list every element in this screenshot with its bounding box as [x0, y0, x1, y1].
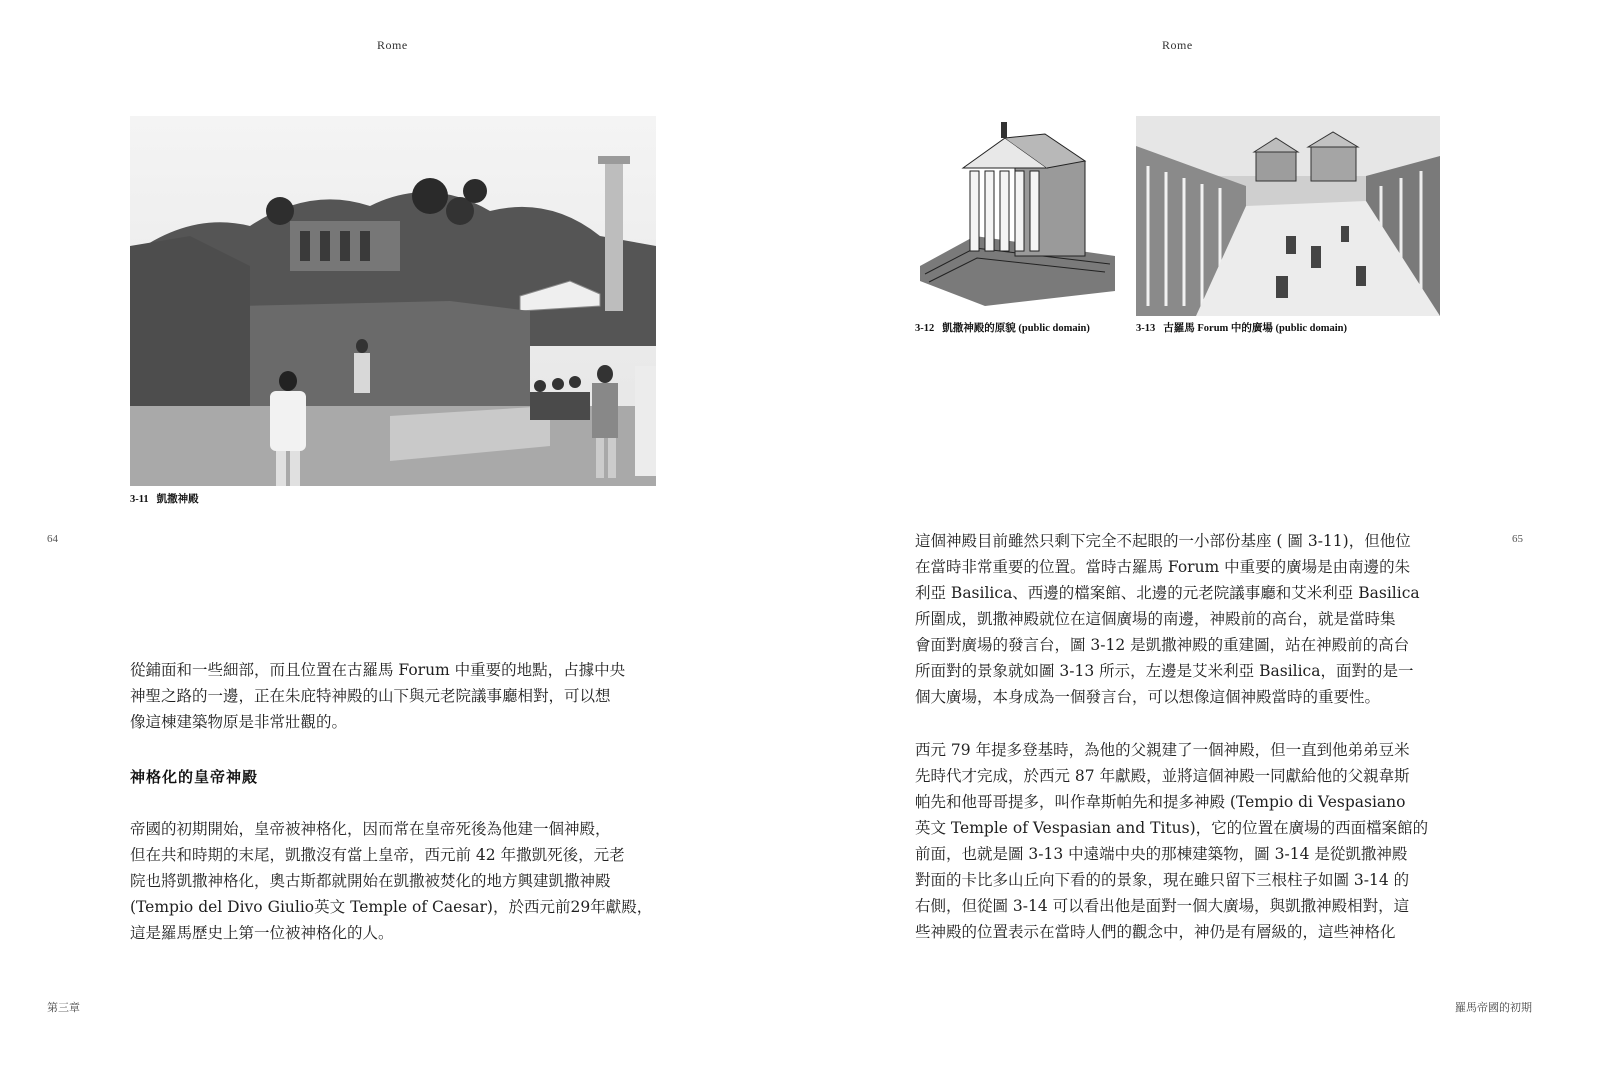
text-line: 些神殿的位置表示在當時人們的觀念中，神仍是有層級的，這些神格化: [915, 923, 1396, 941]
text-line: 先時代才完成，於西元 87 年獻殿，並將這個神殿一同獻給他的父親韋斯: [915, 767, 1410, 785]
text-line: (Tempio del Divo Giulio英文 Temple of Caesar)，於西元前29年獻殿，: [130, 898, 653, 916]
text-line: 這個神殿目前雖然只剩下完全不起眼的一小部份基座 ( 圖 3-11)，但他位: [915, 532, 1411, 550]
figure-3-12-caption: [915, 320, 1090, 335]
text-line: 對面的卡比多山丘向下看的的景象，現在雖只留下三根柱子如圖 3-14 的: [915, 871, 1410, 889]
right-paragraph-2: [915, 737, 1428, 945]
figure-number: 3-12: [915, 323, 935, 334]
figure-3-11-photo: [130, 116, 656, 486]
text-line: 神聖之路的一邊，正在朱庇特神殿的山下與元老院議事廳相對，可以想: [130, 687, 611, 705]
text-line: 像這棟建築物原是非常壯觀的。: [130, 713, 348, 731]
text-line: 院也將凱撒神格化，奧古斯都就開始在凱撒被焚化的地方興建凱撒神殿: [130, 872, 611, 890]
left-intro-paragraph: [130, 657, 625, 735]
text-line: 但在共和時期的末尾，凱撒沒有當上皇帝，西元前 42 年撒凱死後，元老: [130, 846, 625, 864]
temple-engraving-illustration: [915, 116, 1127, 316]
left-footer-chapter: 第三章: [47, 1001, 80, 1014]
figure-label: 凱撒神殿的原貌 (public domain): [942, 323, 1090, 334]
text-line: 在當時非常重要的位置。當時古羅馬 Forum 中重要的廣場是由南邊的朱: [915, 558, 1411, 576]
text-line: 會面對廣場的發言台，圖 3-12 是凱撒神殿的重建圖，站在神殿前的高台: [915, 636, 1410, 654]
text-line: 個大廣場，本身成為一個發言台，可以想像這個神殿當時的重要性。: [915, 688, 1381, 706]
left-page-number: 64: [47, 533, 58, 545]
right-running-head: Rome: [1162, 38, 1193, 52]
left-section-paragraph: [130, 816, 652, 946]
forum-engraving-illustration: [1136, 116, 1440, 316]
text-line: 從鋪面和一些細部，而且位置在古羅馬 Forum 中重要的地點，占據中央: [130, 661, 626, 679]
figure-number: 3-11: [130, 494, 149, 505]
section-heading: 神格化的皇帝神殿: [130, 768, 259, 786]
text-line: 西元 79 年提多登基時，為他的父親建了一個神殿，但一直到他弟弟豆米: [915, 741, 1410, 759]
figure-3-13-engraving: [1136, 116, 1440, 316]
figure-3-12-engraving: [915, 116, 1127, 316]
text-line: 前面，也就是圖 3-13 中遠端中央的那棟建築物，圖 3-14 是從凱撒神殿: [915, 845, 1408, 863]
right-footer-chapter-title: 羅馬帝國的初期: [1455, 1001, 1532, 1014]
left-running-head: Rome: [377, 38, 408, 52]
forum-photo-illustration: [130, 116, 656, 486]
right-page-number: 65: [1512, 533, 1523, 545]
text-line: 所圍成，凱撒神殿就位在這個廣場的南邊，神殿前的高台，就是當時集: [915, 610, 1396, 628]
figure-3-13-caption: [1136, 320, 1347, 335]
figure-label: 凱撒神殿: [156, 494, 199, 505]
figure-number: 3-13: [1136, 323, 1156, 334]
text-line: 帕先和他哥哥提多，叫作韋斯帕先和提多神殿 (Tempio di Vespasiano: [915, 793, 1406, 811]
text-line: 右側，但從圖 3-14 可以看出他是面對一個大廣場，與凱撒神殿相對，這: [915, 897, 1410, 915]
text-line: 利亞 Basilica、西邊的檔案館、北邊的元老院議事廳和艾米利亞 Basilica: [915, 584, 1420, 602]
text-line: 英文 Temple of Vespasian and Titus)，它的位置在廣場的西面檔案館的: [915, 819, 1429, 837]
text-line: 這是羅馬歷史上第一位被神格化的人。: [130, 924, 394, 942]
text-line: 所面對的景象就如圖 3-13 所示，左邊是艾米利亞 Basilica，面對的是一: [915, 662, 1414, 680]
text-line: 帝國的初期開始，皇帝被神格化，因而常在皇帝死後為他建一個神殿，: [130, 820, 611, 838]
figure-3-11-caption: [130, 491, 199, 506]
right-paragraph-1: [915, 528, 1420, 710]
figure-label: 古羅馬 Forum 中的廣場 (public domain): [1163, 323, 1348, 334]
